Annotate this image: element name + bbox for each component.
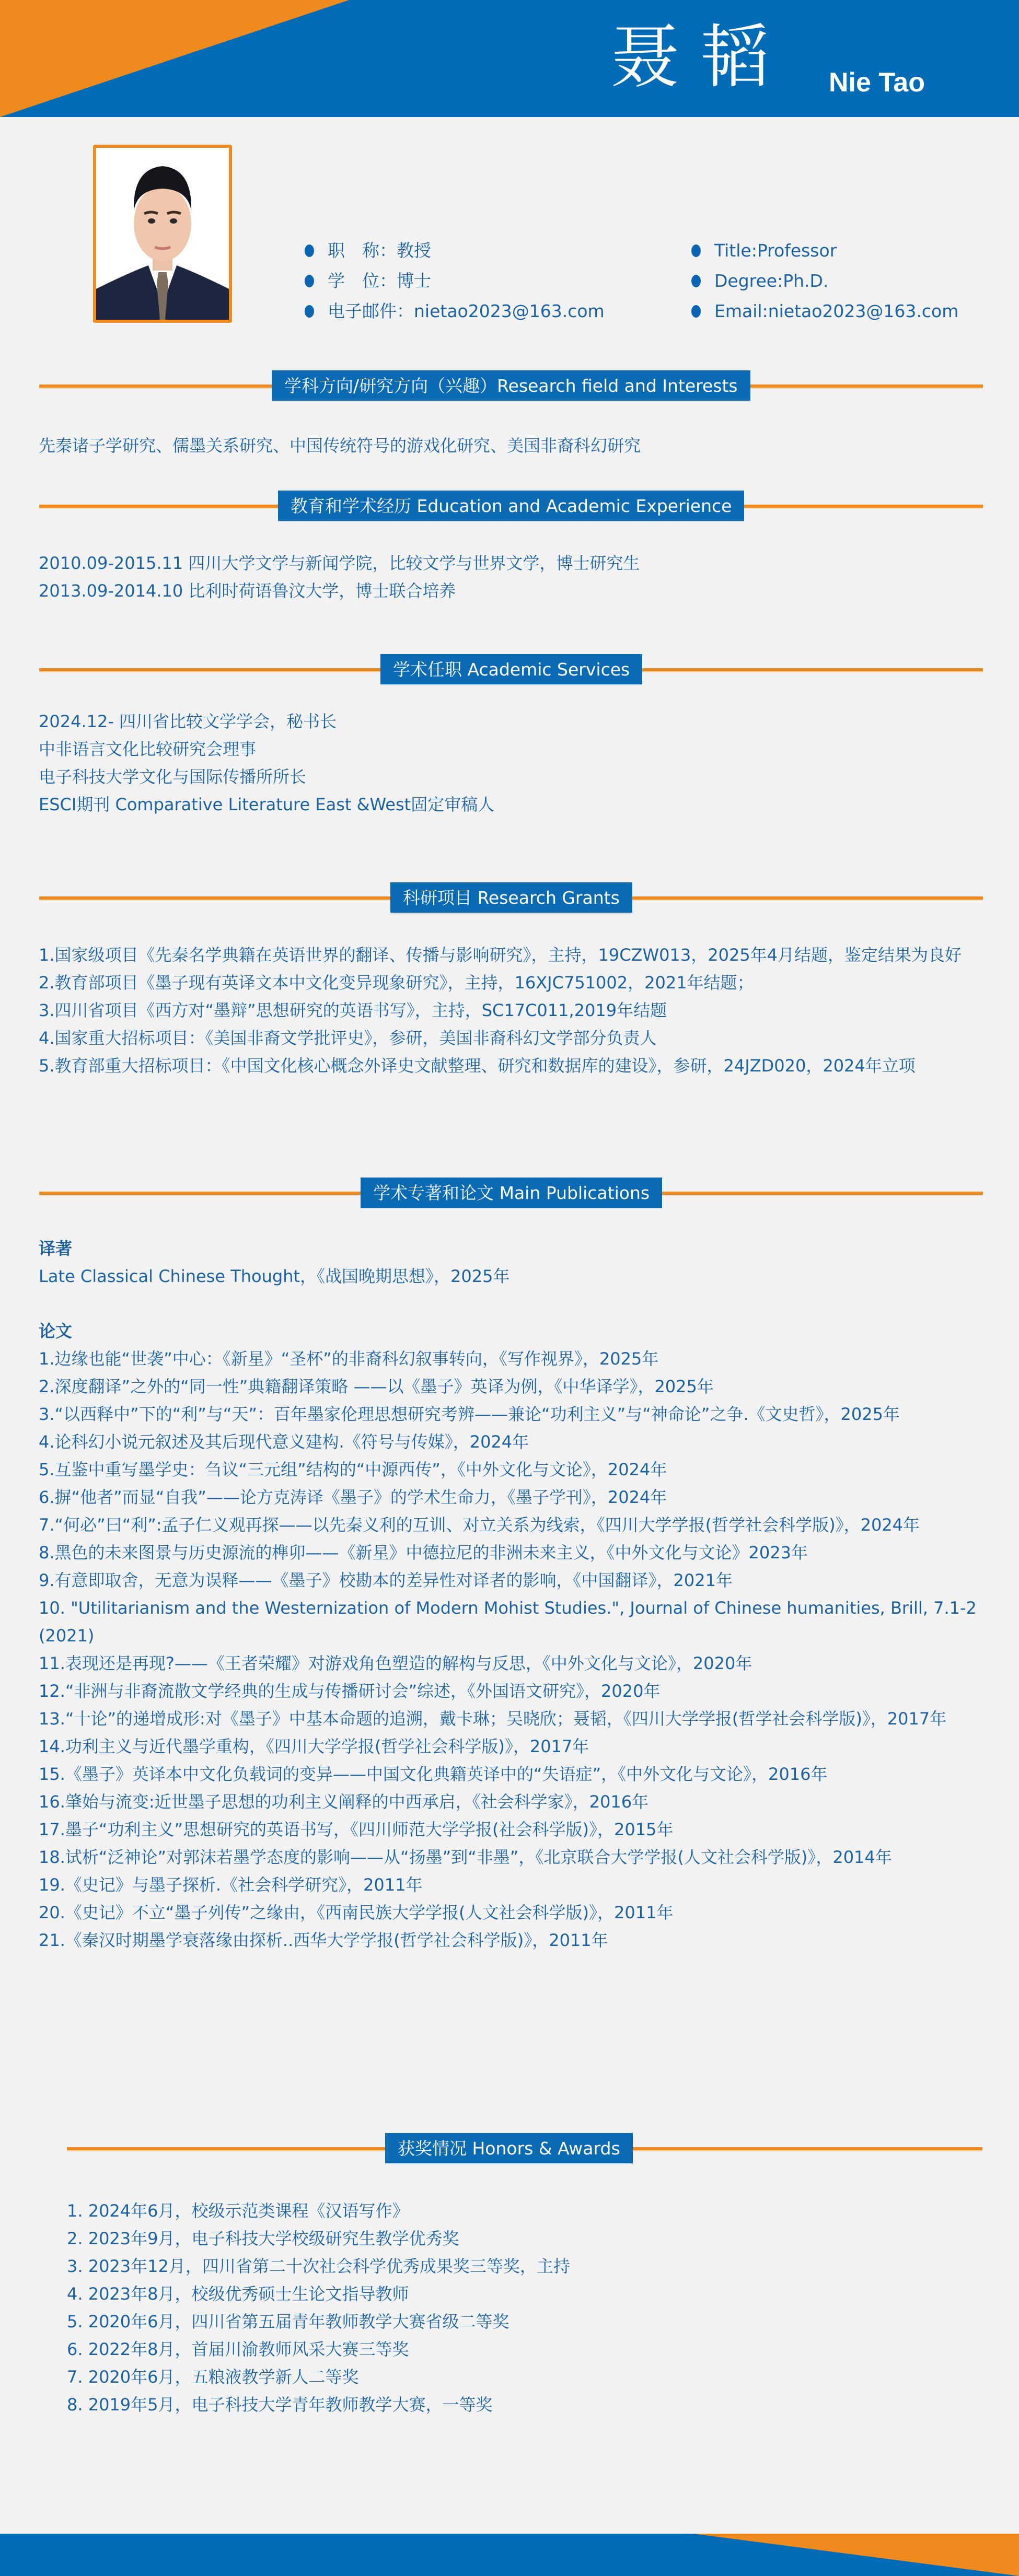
award-item: 3. 2023年12月，四川省第二十次社会科学优秀成果奖三等奖，主持: [67, 2256, 570, 2276]
paper-item: 21.《秦汉时期墨学衰落缘由探析..西华大学学报(哲学社会科学版)》，2011年: [39, 1930, 608, 1950]
section-title: 学术任职 Academic Services: [380, 654, 642, 685]
info-email-en: [691, 301, 958, 322]
info-value: 教授: [397, 240, 431, 261]
info-value: Ph.D.: [783, 271, 829, 291]
name-english: Nie Tao: [829, 67, 925, 98]
info-degree-en: [691, 271, 828, 292]
paper-item: 5.互鉴中重写墨学史：刍议“三元组”结构的“中源西传”，《中外文化与文论》，2024年: [39, 1460, 667, 1479]
info-label: Email:: [714, 301, 768, 321]
awards-list: [67, 2197, 1008, 2419]
bullet-icon: [305, 244, 314, 257]
papers-heading: 论文: [39, 1321, 73, 1341]
section-header-research: [39, 370, 983, 404]
paper-item: 14.功利主义与近代墨学重构，《四川大学学报(哲学社会科学版)》，2017年: [39, 1736, 589, 1756]
services-list: [39, 708, 979, 819]
grant-item: 3.四川省项目《西方对“墨辩”思想研究的英语书写》，主持，SC17C011,2019年结题: [39, 1000, 667, 1020]
grants-list: [39, 941, 979, 1080]
info-degree-cn: [305, 271, 431, 292]
info-email-cn: [305, 301, 605, 322]
translation-item: Late Classical Chinese Thought，《战国晚期思想》，2025年: [39, 1266, 510, 1286]
education-list: [39, 550, 979, 605]
info-label: Degree:: [714, 271, 783, 291]
paper-item: 1.边缘也能“世袭”中心：《新星》“圣杯”的非裔科幻叙事转向，《写作视界》，2025年: [39, 1349, 659, 1369]
award-item: 4. 2023年8月，校级优秀硕士生论文指导教师: [67, 2284, 409, 2304]
paper-item: 4.论科幻小说元叙述及其后现代意义建构.《符号与传媒》，2024年: [39, 1432, 529, 1452]
award-item: 5. 2020年6月，四川省第五届青年教师教学大赛省级二等奖: [67, 2312, 510, 2332]
email-link[interactable]: nietao2023@163.com: [414, 301, 605, 321]
section-title: 科研项目 Research Grants: [390, 882, 632, 914]
paper-item: 20.《史记》不立“墨子列传”之缘由，《西南民族大学学报(人文社会科学版)》，2011年: [39, 1903, 674, 1922]
bullet-icon: [305, 305, 314, 318]
bullet-icon: [305, 275, 314, 287]
paper-item: 17.墨子“功利主义”思想研究的英语书写，《四川师范大学学报(社会科学版)》，2015年: [39, 1820, 674, 1839]
paper-item: 7.“何必”曰“利”:孟子仁义观再探——以先秦义利的互训、对立关系为线索，《四川大学学报(哲学社会科学版)》，2024年: [39, 1515, 920, 1535]
grant-item: 2.教育部项目《墨子现有英译文本中文化变异现象研究》，主持，16XJC751002，2021年结题；: [39, 973, 754, 993]
paper-item: 10. "Utilitarianism and the Westernization of Modern Mohist Studies.", Journal of Chinese humanities, Brill, 7.1-2 (2021): [39, 1598, 977, 1646]
section-title: 学术专著和论文 Main Publications: [361, 1178, 662, 1209]
service-item: 电子科技大学文化与国际传播所所长: [39, 767, 307, 787]
translations-heading: 译著: [39, 1239, 73, 1258]
footer-banner: [0, 2534, 1019, 2576]
research-interests-text: [39, 432, 979, 460]
service-item: 2024.12- 四川省比较文学学会，秘书长: [39, 712, 337, 731]
section-title: 学科方向/研究方向（兴趣）Research field and Interests: [272, 370, 750, 402]
orange-triangle-decoration: [0, 0, 349, 117]
portrait-image: [96, 148, 229, 320]
email-link[interactable]: nietao2023@163.com: [768, 301, 959, 321]
paper-item: 6.摒“他者”而显“自我”——论方克涛译《墨子》的学术生命力，《墨子学刊》，2024年: [39, 1487, 667, 1507]
paper-item: 15.《墨子》英译本中文化负载词的变异——中国文化典籍英译中的“失语症”，《中外文化与文论》，2016年: [39, 1764, 828, 1784]
bullet-icon: [691, 275, 701, 287]
award-item: 2. 2023年9月，电子科技大学校级研究生教学优秀奖: [67, 2229, 459, 2248]
paper-item: 12.“非洲与非裔流散文学经典的生成与传播研讨会”综述，《外国语文研究》，2020年: [39, 1681, 661, 1701]
papers-block: [39, 1318, 979, 1954]
award-item: 8. 2019年5月，电子科技大学青年教师教学大赛，一等奖: [67, 2395, 493, 2415]
name-chinese: 聂韬: [610, 17, 790, 98]
award-item: 6. 2022年8月，首届川渝教师风采大赛三等奖: [67, 2339, 409, 2359]
paper-item: 11.表现还是再现?——《王者荣耀》对游戏角色塑造的解构与反思，《中外文化与文论》，2020年: [39, 1653, 752, 1673]
bullet-icon: [691, 244, 701, 257]
section-header-grants: [39, 882, 983, 916]
award-item: 1. 2024年6月，校级示范类课程《汉语写作》: [67, 2201, 409, 2221]
info-title-cn: [305, 240, 431, 261]
bullet-icon: [691, 305, 701, 318]
translations-block: [39, 1235, 979, 1290]
education-item: 2013.09-2014.10 比利时荷语鲁汶大学，博士联合培养: [39, 581, 456, 601]
paper-item: 9.有意即取舍，无意为误释——《墨子》校勘本的差异性对译者的影响，《中国翻译》，2021年: [39, 1570, 733, 1590]
info-label: Title:: [714, 240, 757, 261]
paper-item: 13.“十论”的递增成形:对《墨子》中基本命题的追溯，戴卡琳；吴晓欣；聂韬，《四川大学学报(哲学社会科学版)》，2017年: [39, 1709, 947, 1729]
research-interests: 先秦诸子学研究、儒墨关系研究、中国传统符号的游戏化研究、美国非裔科幻研究: [39, 436, 641, 456]
info-label: 电子邮件：: [328, 301, 414, 321]
grant-item: 5.教育部重大招标项目：《中国文化核心概念外译史文献整理、研究和数据库的建设》，参研，24JZD020，2024年立项: [39, 1056, 916, 1076]
paper-item: 3.“以西释中”下的“利”与“天”：百年墨家伦理思想研究考辨——兼论“功利主义”与“神命论”之争.《文史哲》，2025年: [39, 1404, 900, 1424]
profile-photo: [93, 145, 232, 323]
orange-triangle-decoration: [693, 2534, 1019, 2576]
award-item: 7. 2020年6月，五粮液教学新人二等奖: [67, 2367, 359, 2387]
header-banner: [0, 0, 1019, 117]
grant-item: 4.国家重大招标项目：《美国非裔文学批评史》，参研，美国非裔科幻文学部分负责人: [39, 1028, 657, 1048]
section-header-publications: [39, 1178, 983, 1211]
paper-item: 8.黑色的未来图景与历史源流的榫卯——《新星》中德拉尼的非洲未来主义，《中外文化与文论》2023年: [39, 1543, 808, 1563]
section-title: 教育和学术经历 Education and Academic Experience: [278, 491, 744, 522]
paper-item: 18.试析“泛神论”对郭沫若墨学态度的影响——从“扬墨”到“非墨”，《北京联合大学学报(人文社会科学版)》，2014年: [39, 1847, 892, 1867]
section-header-services: [39, 654, 983, 687]
grant-item: 1.国家级项目《先秦名学典籍在英语世界的翻译、传播与影响研究》，主持，19CZW013，2025年4月结题，鉴定结果为良好: [39, 945, 962, 965]
education-item: 2010.09-2015.11 四川大学文学与新闻学院，比较文学与世界文学，博士研究生: [39, 553, 640, 573]
paper-item: 19.《史记》与墨子探析.《社会科学研究》，2011年: [39, 1875, 423, 1895]
section-title: 获奖情况 Honors & Awards: [385, 2133, 633, 2164]
info-label: 职 称：: [328, 240, 397, 261]
service-item: 中非语言文化比较研究会理事: [39, 739, 257, 759]
service-item: ESCI期刊 Comparative Literature East &West固定审稿人: [39, 795, 495, 814]
info-label: 学 位：: [328, 271, 397, 291]
paper-item: 16.肇始与流变:近世墨子思想的功利主义阐释的中西承启，《社会科学家》，2016年: [39, 1792, 649, 1812]
info-value: Professor: [757, 240, 837, 261]
info-title-en: [691, 240, 837, 261]
section-header-awards: [67, 2133, 982, 2166]
section-header-education: [39, 491, 983, 524]
info-value: 博士: [397, 271, 431, 291]
paper-item: 2.深度翻译”之外的“同一性”典籍翻译策略 ——以《墨子》英译为例，《中华译学》，2025年: [39, 1377, 714, 1396]
